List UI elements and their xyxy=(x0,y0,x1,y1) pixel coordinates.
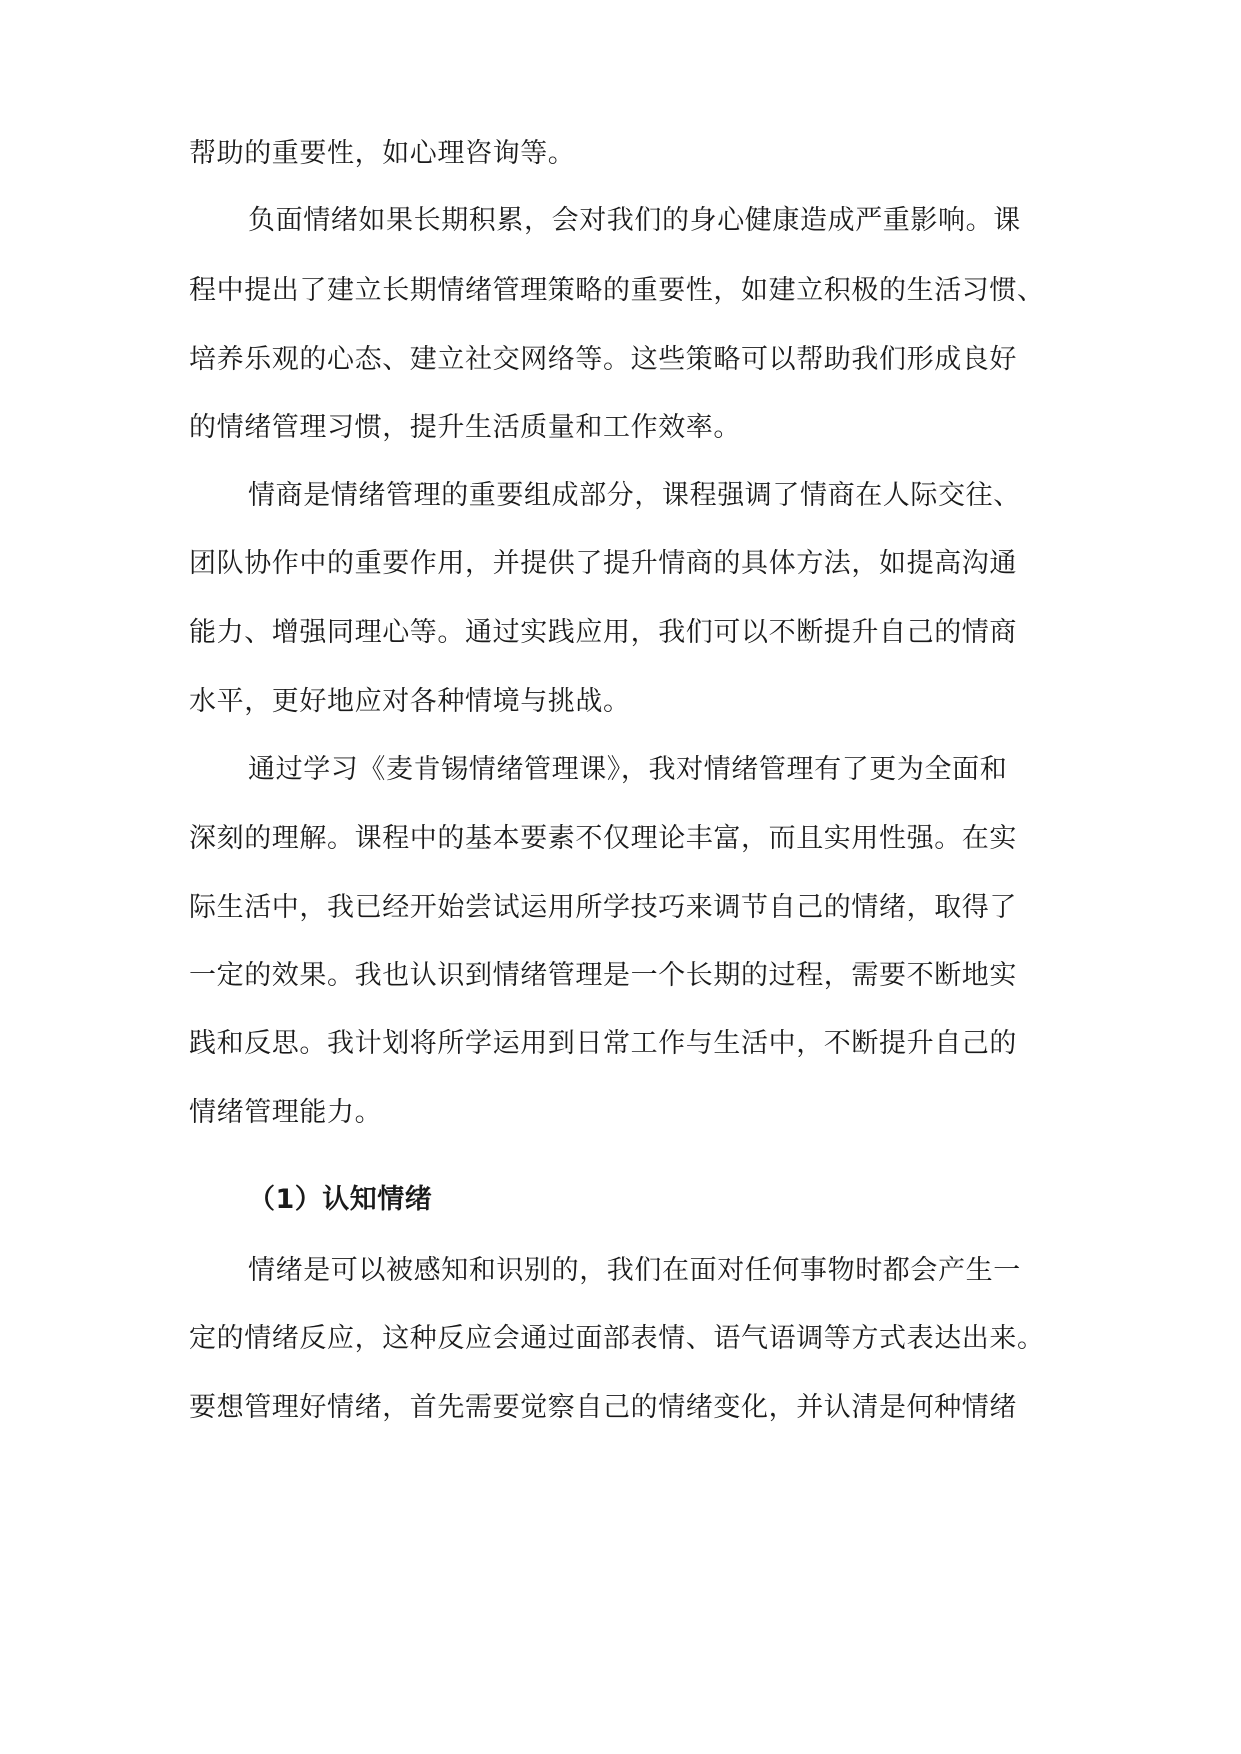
text-line: 负面情绪如果长期积累，会对我们的身心健康造成严重影响。课 xyxy=(248,205,1021,236)
text-line: 定的情绪反应，这种反应会通过面部表情、语气语调等方式表达出来。 xyxy=(189,1323,1045,1354)
section-heading: （1）认知情绪 xyxy=(248,1184,433,1215)
text-line: 情商是情绪管理的重要组成部分，课程强调了情商在人际交往、 xyxy=(248,480,1021,511)
text-line: 情绪管理能力。 xyxy=(189,1097,383,1128)
text-line: 能力、增强同理心等。通过实践应用，我们可以不断提升自己的情商 xyxy=(189,617,1017,648)
text-line: 要想管理好情绪，首先需要觉察自己的情绪变化，并认清是何种情绪 xyxy=(189,1392,1017,1423)
text-line: 程中提出了建立长期情绪管理策略的重要性，如建立积极的生活习惯、 xyxy=(189,275,1045,306)
text-line: 情绪是可以被感知和识别的，我们在面对任何事物时都会产生一 xyxy=(248,1255,1021,1286)
text-line: 际生活中，我已经开始尝试运用所学技巧来调节自己的情绪，取得了 xyxy=(189,892,1017,923)
text-line: 深刻的理解。课程中的基本要素不仅理论丰富，而且实用性强。在实 xyxy=(189,823,1017,854)
text-line: 通过学习《麦肯锡情绪管理课》，我对情绪管理有了更为全面和 xyxy=(248,754,1008,785)
text-line: 帮助的重要性，如心理咨询等。 xyxy=(189,138,576,169)
text-line: 的情绪管理习惯，提升生活质量和工作效率。 xyxy=(189,412,741,443)
text-line: 一定的效果。我也认识到情绪管理是一个长期的过程，需要不断地实 xyxy=(189,960,1017,991)
text-line: 践和反思。我计划将所学运用到日常工作与生活中，不断提升自己的 xyxy=(189,1028,1017,1059)
text-line: 培养乐观的心态、建立社交网络等。这些策略可以帮助我们形成良好 xyxy=(189,344,1017,375)
text-line: 水平，更好地应对各种情境与挑战。 xyxy=(189,686,631,717)
text-line: 团队协作中的重要作用，并提供了提升情商的具体方法，如提高沟通 xyxy=(189,548,1017,579)
